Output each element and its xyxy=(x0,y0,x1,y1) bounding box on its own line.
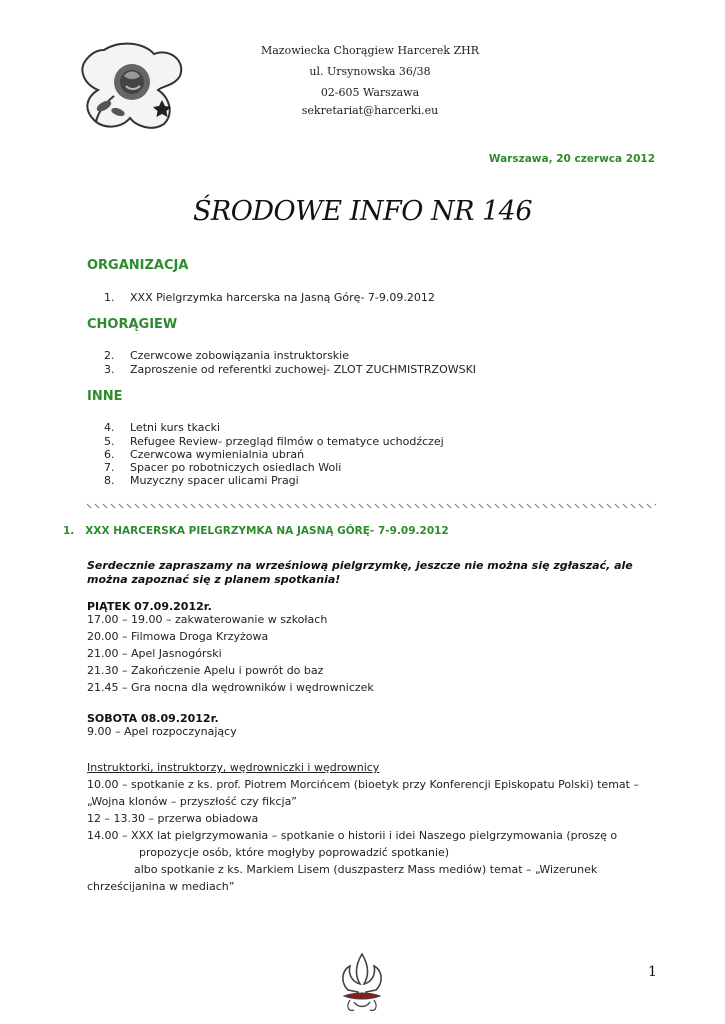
article-intro-line: można zapoznać się z planem spotkania! xyxy=(87,573,341,586)
toc-item-text: Refugee Review- przegląd filmów o tematyce uchodźczej xyxy=(130,435,444,448)
toc-item-number: 1. xyxy=(104,291,115,304)
toc-item xyxy=(104,461,341,474)
toc-item-text: Czerwcowe zobowiązania instruktorskie xyxy=(130,349,349,362)
toc-item xyxy=(104,474,299,487)
document-title: ŚRODOWE INFO NR 146 xyxy=(192,196,533,227)
toc-item xyxy=(104,448,304,461)
schedule-entry: 17.00 – 19.00 – zakwaterowanie w szkołach xyxy=(87,613,328,626)
section-heading-inne: INNE xyxy=(87,389,123,404)
day-label-friday: PIĄTEK 07.09.2012r. xyxy=(87,600,212,613)
organization-email[interactable]: sekretariat@harcerki.eu xyxy=(301,104,439,117)
section-heading-choragiew: CHORĄGIEW xyxy=(87,317,178,332)
toc-item xyxy=(104,349,349,362)
toc-item-text: Zaproszenie od referentki zuchowej- ZLOT ZUCHMISTRZOWSKI xyxy=(130,363,477,376)
schedule-entry: 21.45 – Gra nocna dla wędrowników i wędrowniczek xyxy=(87,681,374,694)
page-number: 1 xyxy=(648,964,657,980)
section-heading-organizacja: ORGANIZACJA xyxy=(87,258,189,273)
document-date: Warszawa, 20 czerwca 2012 xyxy=(488,153,655,165)
day-label-saturday: SOBOTA 08.09.2012r. xyxy=(87,712,219,725)
schedule-entry: „Wojna klonów – przyszłość czy fikcja” xyxy=(87,795,298,808)
toc-item-number: 6. xyxy=(104,448,115,461)
schedule-entry: propozycje osób, które mogłyby poprowadzić spotkanie) xyxy=(139,846,450,859)
schedule-entry: 21.30 – Zakończenie Apelu i powrót do baz xyxy=(87,664,324,677)
toc-item-number: 7. xyxy=(104,461,115,474)
toc-item-number: 5. xyxy=(104,435,115,448)
rose-trefoil-logo xyxy=(74,40,192,132)
fleur-de-lis-icon xyxy=(334,952,390,1014)
toc-item xyxy=(104,291,435,304)
toc-item-text: Spacer po robotniczych osiedlach Woli xyxy=(130,461,342,474)
schedule-entry: albo spotkanie z ks. Markiem Lisem (duszpasterz Mass mediów) temat – „Wizerunek xyxy=(134,863,598,876)
toc-item xyxy=(104,435,444,448)
article-heading: 1. XXX HARCERSKA PIELGRZYMKA NA JASNĄ GÓRĘ- 7-9.09.2012 xyxy=(63,525,449,537)
toc-item-text: Czerwcowa wymienialnia ubrań xyxy=(130,448,305,461)
toc-item-text: Letni kurs tkacki xyxy=(130,421,220,434)
decorative-divider xyxy=(86,496,656,506)
schedule-entry: 9.00 – Apel rozpoczynający xyxy=(87,725,237,738)
article-intro-line: Serdecznie zapraszamy na wrześniową pielgrzymkę, jeszcze nie można się zgłaszać, ale xyxy=(87,559,633,572)
participants-group-label: Instruktorki, instruktorzy, wędrowniczki i wędrownicy xyxy=(87,761,380,774)
toc-item-number: 2. xyxy=(104,349,115,362)
toc-item-number: 8. xyxy=(104,474,115,487)
toc-item-number: 3. xyxy=(104,363,115,376)
toc-item xyxy=(104,421,220,434)
toc-item-text: XXX Pielgrzymka harcerska na Jasną Górę- 7-9.09.2012 xyxy=(130,291,435,304)
schedule-entry: 10.00 – spotkanie z ks. prof. Piotrem Morcińcem (bioetyk przy Konferencji Episkopatu Polski) temat – xyxy=(87,778,639,791)
schedule-entry: chrześcijanina w mediach” xyxy=(87,880,235,893)
toc-item-text: Muzyczny spacer ulicami Pragi xyxy=(130,474,299,487)
organization-name: Mazowiecka Chorągiew Harcerek ZHR xyxy=(260,44,479,57)
schedule-entry: 12 – 13.30 – przerwa obiadowa xyxy=(87,812,259,825)
organization-postal: 02-605 Warszawa xyxy=(320,86,420,99)
organization-street: ul. Ursynowska 36/38 xyxy=(309,65,431,78)
toc-item-number: 4. xyxy=(104,421,115,434)
schedule-entry: 14.00 – XXX lat pielgrzymowania – spotkanie o historii i idei Naszego pielgrzymowania (proszę o xyxy=(87,829,618,842)
toc-item xyxy=(104,363,476,376)
schedule-entry: 20.00 – Filmowa Droga Krzyżowa xyxy=(87,630,269,643)
schedule-entry: 21.00 – Apel Jasnogórski xyxy=(87,647,222,660)
